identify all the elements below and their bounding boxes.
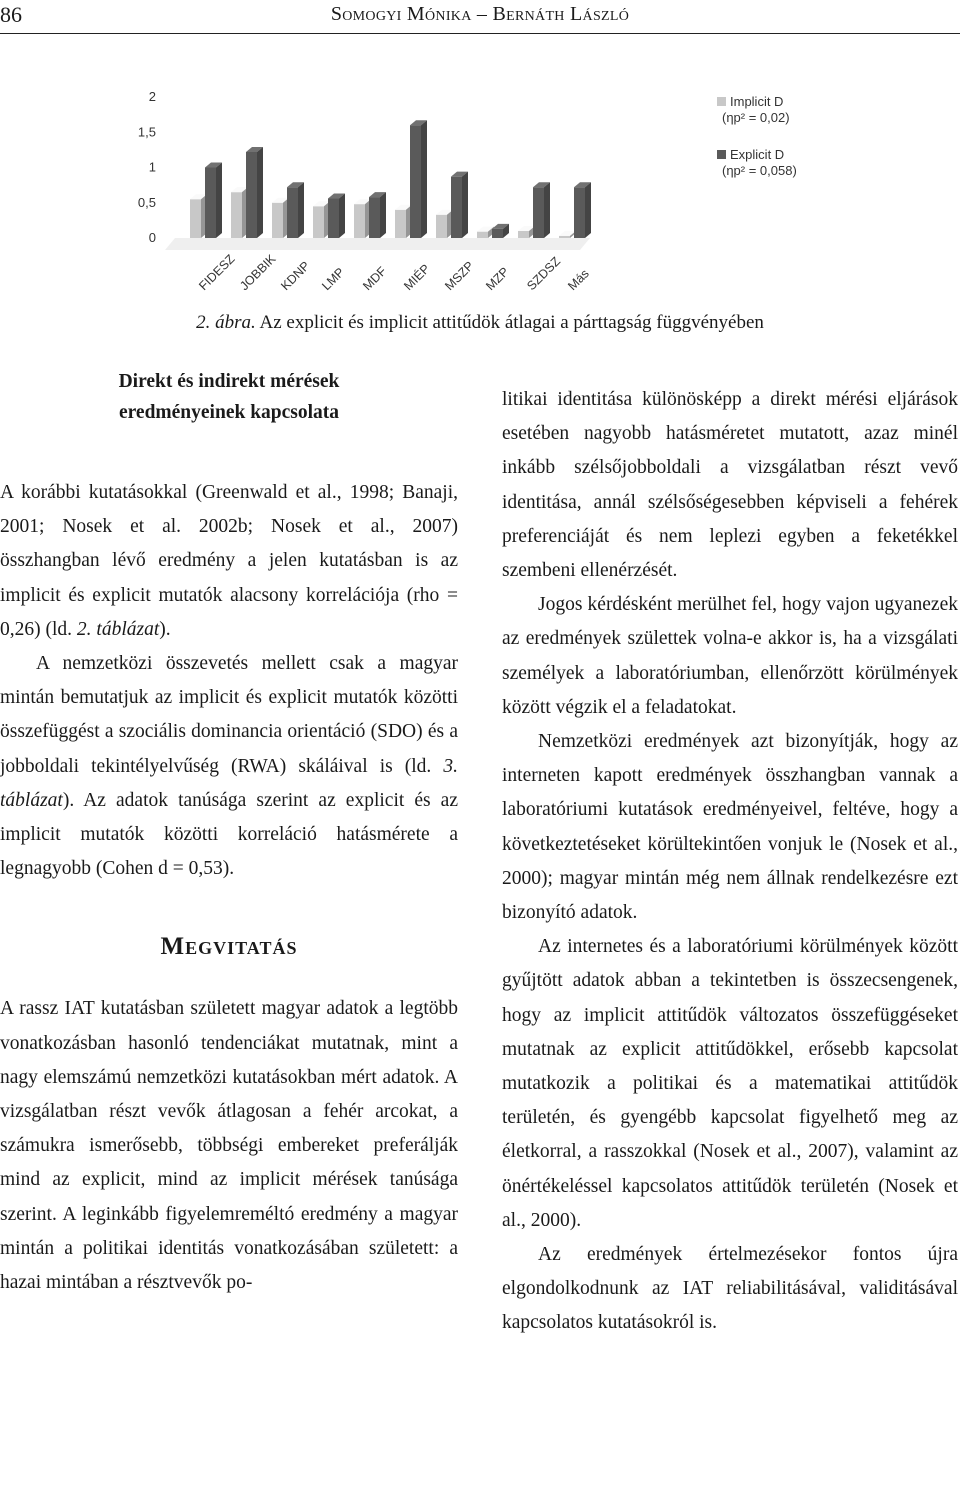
bar-explicit — [410, 120, 427, 238]
bar-explicit — [451, 172, 468, 238]
section-title-line-2: eredményeinek kapcsolata — [118, 402, 340, 423]
bar-side — [257, 147, 263, 238]
bar-side — [421, 120, 427, 238]
bar-front — [354, 204, 365, 238]
running-head-authors: Somogyi Mónika – Bernáth László — [330, 3, 630, 25]
bar-front — [559, 236, 570, 238]
bar-front — [231, 192, 242, 238]
paragraph-text: A nemzetközi összevetés mellett csak a magyar mintán bemutatjuk az implicit és explicit mutatók közötti összefüggést a szociális dominancia orientáció (SDO) és a jobboldali tekintélyelvűség (RWA) skáláival is (ld. — [0, 653, 458, 777]
bar-front — [246, 152, 257, 238]
bar-front — [410, 125, 421, 238]
legend-label-stat: (ηp² = 0,058) — [722, 163, 797, 178]
paragraph-text: A korábbi kutatásokkal (Greenwald et al., 1998; Banaji, 2001; Nosek et al. 2002b; Nosek et al., 2007) összhangban lévő eredmény a jelen kutatásban is az implicit és explicit mutatók alacsony korrelációja (rho = 0,26) (ld. — [0, 482, 458, 640]
bar-explicit — [205, 163, 222, 239]
x-tick-label: SZDSZ — [524, 254, 564, 294]
bar-implicit — [313, 201, 330, 238]
y-tick-label: 1,5 — [137, 124, 156, 140]
page-number: 86 — [0, 2, 22, 27]
x-tick-label: JOBBIK — [237, 251, 279, 294]
bar-side — [462, 172, 468, 238]
section-heading-megvitatas: Megvitatás — [160, 933, 298, 961]
right-column — [502, 383, 958, 1341]
bar-explicit — [369, 192, 386, 238]
bar-front — [205, 168, 216, 239]
running-head — [0, 0, 960, 34]
paragraph — [0, 647, 458, 886]
x-tick-label: KDNP — [278, 258, 313, 294]
bar-implicit — [518, 226, 535, 238]
paragraph: Nemzetközi eredmények azt bizonyítják, hogy az interneten kapott eredmények összhangban vannak a laboratóriumi kutatások eredményeivel, feltéve, hogy a következtetéseket körültekintően vonjuk le (Nosek et al., 2000); magyar mintán még nem állnak rendelkezésre ezt bizonyító adatok. — [502, 731, 958, 924]
bar-side — [544, 182, 550, 238]
y-tick-label: 1 — [148, 159, 156, 175]
section-title — [0, 366, 458, 428]
x-tick-label: MZP — [483, 264, 512, 294]
bar-front — [518, 231, 529, 238]
bar-front — [395, 210, 406, 238]
y-tick-label: 0 — [148, 230, 156, 245]
x-tick-label: Más — [565, 266, 592, 294]
bar-implicit — [272, 198, 289, 238]
bar-front — [190, 199, 201, 238]
bar-side — [585, 182, 591, 238]
paragraph: Az eredmények értelmezésekor fontos újra elgondolkodnunk az IAT reliabilitásával, validitásával kapcsolatos kutatásokról is. — [502, 1244, 958, 1334]
paragraph — [0, 476, 458, 647]
bar-front — [287, 187, 298, 238]
paragraph: litikai identitása különösképp a direkt mérési eljárások esetében nagyobb hatásméretet mutatott, azaz minél inkább szélsőjobboldali a vizsgálatban részt vevő identitása, annál szélsőségesebben képviseli a fehérek preferenciáját és nem leplezi egyben a feketékkel szembeni ellenérzését. — [502, 389, 958, 582]
bar-implicit — [231, 187, 248, 238]
bar-explicit — [533, 182, 550, 238]
section-title-line-1: Direkt és indirekt mérések — [118, 371, 340, 392]
bar-explicit — [246, 147, 263, 238]
x-tick-label: MSZP — [442, 258, 477, 294]
header-rule — [0, 33, 960, 34]
x-tick-label: FIDESZ — [196, 251, 238, 294]
bar-side — [380, 192, 386, 238]
paragraph-text: ). — [159, 618, 171, 640]
bar-front — [451, 177, 462, 238]
legend-swatch — [717, 150, 726, 159]
bar-implicit — [395, 205, 412, 238]
bar-side — [216, 163, 222, 239]
bar-front — [477, 232, 488, 238]
table-reference: 3. táblázat — [0, 755, 458, 811]
bar-implicit — [436, 210, 453, 238]
legend-swatch — [717, 97, 726, 106]
x-tick-label: MIÉP — [401, 261, 433, 294]
chart-floor — [165, 238, 590, 250]
bar-implicit — [559, 231, 576, 238]
bar-explicit — [574, 182, 591, 238]
bar-front — [369, 197, 380, 238]
legend-label: Implicit D — [730, 94, 784, 109]
table-reference: 2. táblázat — [76, 618, 160, 640]
figure-caption-text: Az explicit és implicit attitűdök átlagai a párttagság függvényében — [255, 312, 764, 333]
paragraph: A rassz IAT kutatásban született magyar adatok a legtöbb vonatkozásban hasonló tendenciákat mutatnak, mint a nagy elemszámú nemzetközi kutatásokban mért adatok. A vizsgálatban részt vevők átlagosan a fehér arcokat, a számukra ismerősebb, többségi embereket preferálják mind az explicit, mind az implicit mérések tanúsága szerint. A leginkább figyelemreméltó eredmény a magyar mintán a politikai identitás vonatkozásában született: a hazai mintában a résztvevők po- — [0, 998, 458, 1294]
figure-caption-number: 2. ábra. — [196, 312, 256, 333]
bar-implicit — [477, 227, 494, 238]
figure-chart — [110, 55, 830, 345]
x-tick-label: MDF — [360, 264, 390, 294]
bar-explicit — [328, 194, 345, 238]
left-column — [0, 366, 458, 1300]
bar-chart — [110, 55, 830, 305]
paragraph: Az internetes és a laboratóriumi körülmények között gyűjtött adatok abban a tekintetben is összecsengenek, hogy az implicit attitűdök változatos összefüggéseket mutatnak az explicit attitűdökkel, erősebb kapcsolat mutatkozik a politikai és a matematikai attitűdök területén, és gyengébb kapcsolat figyelhető meg az életkorral, a rasszokkal (Nosek et al., 2007), valamint az önértékeléssel kapcsolatos attitűdök területén (Nosek et al., 2000). — [502, 936, 958, 1231]
x-tick-label: LMP — [319, 265, 348, 294]
bar-front — [492, 229, 503, 238]
paragraph: Jogos kérdésként merülhet fel, hogy vajon ugyanezek az eredmények születtek volna-e akkor is, ha a vizsgálati személyek a laboratóriumban, ellenőrzött körülmények között végzik el a feladatokat. — [502, 594, 958, 718]
bar-front — [328, 199, 339, 238]
y-tick-label: 0,5 — [137, 194, 156, 210]
legend-label: Explicit D — [730, 147, 785, 162]
bar-explicit — [287, 182, 304, 238]
bar-front — [574, 187, 585, 238]
bar-front — [313, 206, 324, 238]
bar-implicit — [190, 194, 207, 238]
bar-side — [339, 194, 345, 238]
legend-label-stat: (ηp² = 0,02) — [722, 110, 790, 125]
bar-front — [272, 203, 283, 238]
figure-caption — [0, 312, 960, 334]
bar-implicit — [354, 199, 371, 238]
bar-side — [298, 182, 304, 238]
bar-explicit — [492, 224, 509, 238]
paragraph-text: ). Az adatok tanúsága szerint az explicit és az implicit mutatók közötti korreláció hatásmérete a legnagyobb (Cohen d = 0,53). — [0, 789, 458, 880]
bar-front — [533, 187, 544, 238]
bar-front — [436, 215, 447, 238]
y-tick-label: 2 — [148, 89, 156, 104]
